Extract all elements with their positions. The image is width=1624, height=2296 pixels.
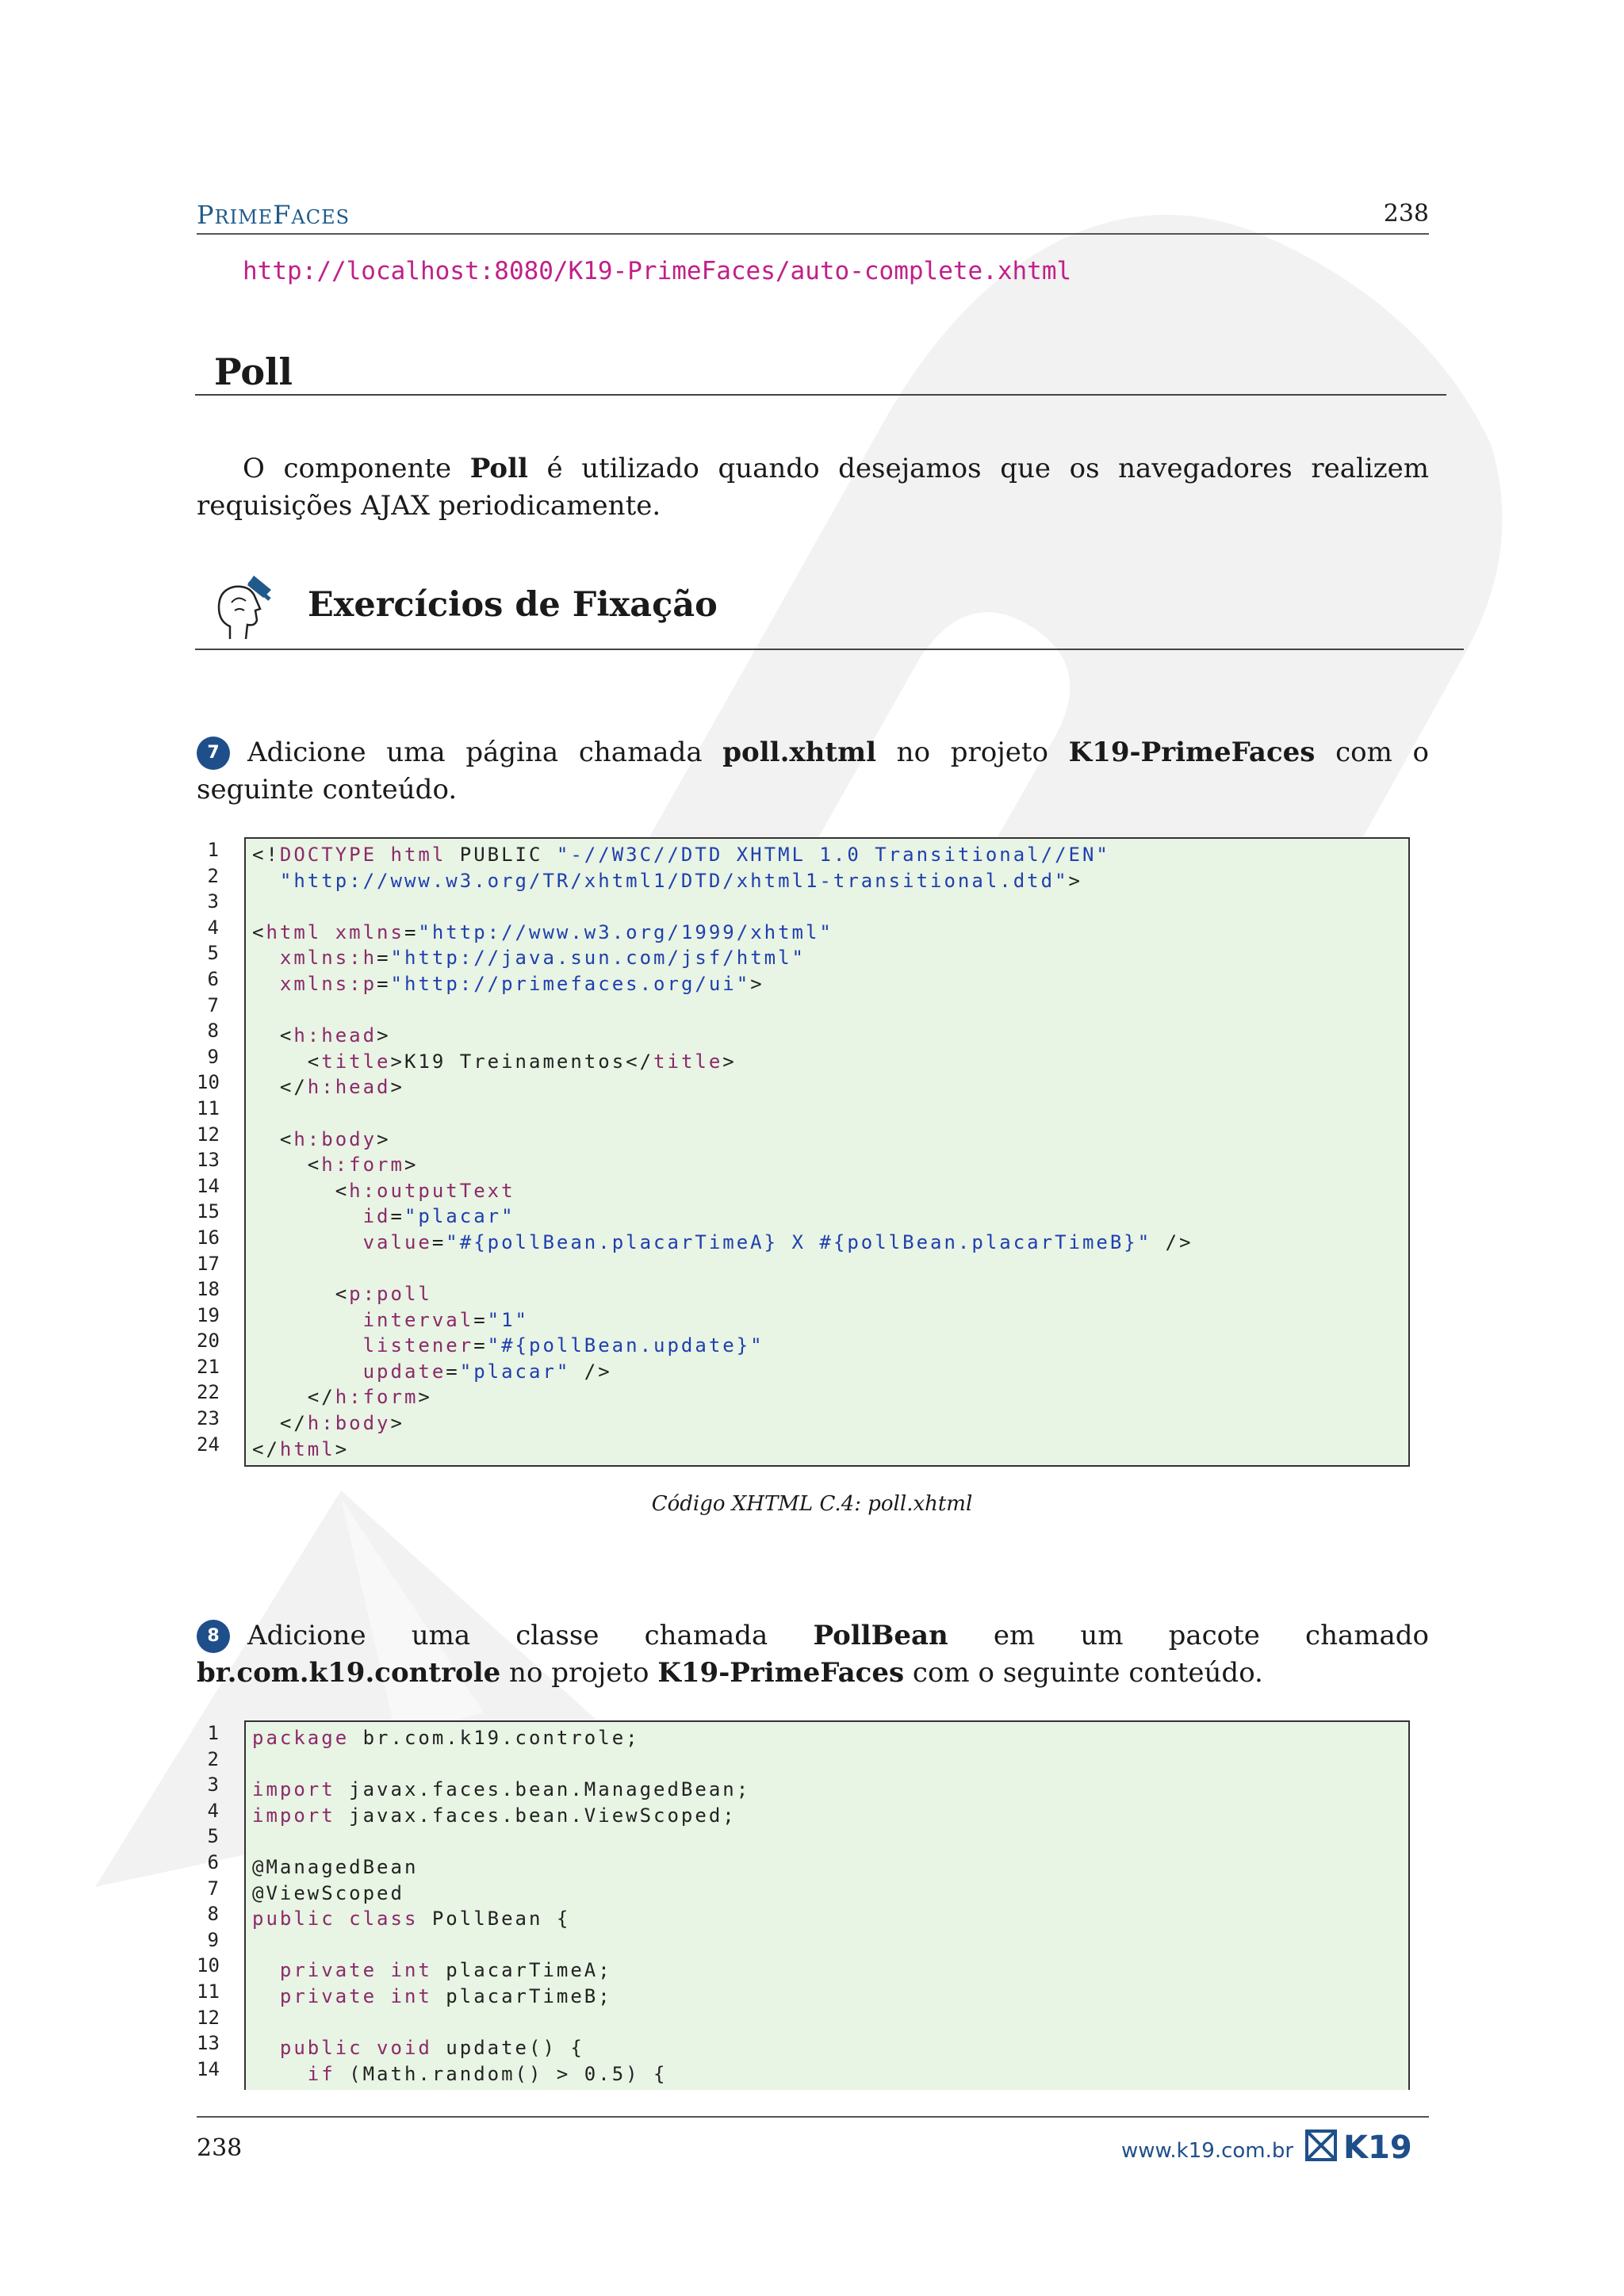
line-number: 12 (197, 1123, 220, 1146)
code-line: <p:poll (252, 1283, 432, 1306)
code-line (252, 1828, 1402, 1854)
exercises-rule (195, 649, 1464, 650)
line-number: 10 (197, 1954, 220, 1977)
exercise-7-text: 7 Adicione uma página chamada poll.xhtml no projeto K19-PrimeFaces com o seguinte conteúdo. (197, 737, 1429, 806)
line-number: 13 (197, 2032, 220, 2055)
code-line: listener="#{pollBean.update}" (362, 1334, 764, 1357)
line-number: 24 (197, 1433, 220, 1456)
code-line: </html> (252, 1437, 350, 1460)
code-line: "http://www.w3.org/TR/xhtml1/DTD/xhtml1-transitional.dtd"> (279, 869, 1082, 892)
code-line: package br.com.k19.controle; (252, 1727, 640, 1749)
line-number: 4 (207, 1799, 219, 1822)
line-number: 1 (207, 1722, 219, 1744)
code-box (244, 837, 1410, 1467)
line-number: 2 (207, 1747, 219, 1770)
code-line: @ViewScoped (252, 1881, 404, 1904)
code-line: public void update() { (279, 2037, 584, 2060)
line-number: 19 (197, 1303, 220, 1326)
svg-text:K19: K19 (1343, 2130, 1412, 2163)
code-line: id="placar" (362, 1205, 515, 1228)
header-rule (197, 233, 1429, 235)
line-number: 21 (197, 1355, 220, 1378)
line-number: 4 (207, 916, 219, 939)
code-line (252, 2010, 1402, 2036)
line-number: 16 (197, 1226, 220, 1249)
code-line: update="placar" /> (362, 1360, 612, 1383)
line-number: 8 (207, 1020, 219, 1043)
code-line: if (Math.random() > 0.5) { (307, 2062, 668, 2085)
line-number: 11 (197, 1980, 220, 2003)
code-line: </h:body> (252, 1412, 404, 1435)
code-line (252, 894, 1402, 920)
code-caption: Código XHTML C.4: poll.xhtml (651, 1492, 973, 1516)
line-number: 15 (197, 1200, 220, 1223)
code-line: @ManagedBean (252, 1855, 419, 1878)
footer-page-number: 238 (197, 2134, 243, 2162)
code-line: <h:form> (252, 1154, 419, 1177)
footer-rule (197, 2116, 1429, 2118)
line-number: 3 (207, 890, 219, 913)
code-source (246, 1722, 1408, 2090)
code-line (252, 1751, 1402, 1777)
code-line: <!DOCTYPE html PUBLIC "-//W3C//DTD XHTML 1.0 Transitional//EN" (252, 844, 1110, 866)
line-number: 9 (207, 1045, 219, 1068)
line-number: 23 (197, 1407, 220, 1430)
code-line: <html xmlns="http://www.w3.org/1999/xhtml" (252, 920, 833, 943)
line-number: 18 (197, 1278, 220, 1301)
line-numbers (197, 1720, 219, 2082)
code-line: interval="1" (362, 1308, 529, 1331)
line-number: 6 (207, 1850, 219, 1873)
code-line (252, 997, 1402, 1024)
line-number: 5 (207, 942, 219, 965)
exercises-title: Exercícios de Fixação (308, 585, 718, 625)
code-line: private int placarTimeB; (279, 1984, 612, 2007)
line-number: 10 (197, 1071, 220, 1094)
code-line (252, 1100, 1402, 1127)
code-line: <title>K19 Treinamentos</title> (252, 1050, 737, 1073)
exercise-badge: 8 (197, 1620, 230, 1653)
exercise-8-text: 8 Adicione uma classe chamada PollBean em um pacote chamado br.com.k19.controle no projeto K19-PrimeFaces com o seguinte conteúdo. (197, 1620, 1429, 1689)
code-line: public class PollBean { (252, 1908, 571, 1931)
line-number: 3 (207, 1774, 219, 1797)
example-url: http://localhost:8080/K19-PrimeFaces/auto-complete.xhtml (243, 257, 1072, 285)
footer-url: www.k19.com.br (1121, 2139, 1294, 2163)
code-line: </h:form> (252, 1386, 432, 1409)
code-line: xmlns:h="http://java.sun.com/jsf/html" (279, 947, 806, 970)
header-page-number: 238 (1383, 200, 1429, 228)
line-number: 1 (207, 839, 219, 861)
section-rule (195, 394, 1446, 396)
line-numbers (197, 837, 219, 1457)
k19-logo (1305, 2128, 1429, 2163)
line-number: 9 (207, 1928, 219, 1951)
code-line: <h:body> (252, 1127, 391, 1150)
line-number: 7 (207, 993, 219, 1016)
line-number: 14 (197, 2057, 220, 2080)
line-number: 14 (197, 1174, 220, 1197)
line-number: 6 (207, 967, 219, 990)
line-number: 22 (197, 1381, 220, 1404)
code-line: private int placarTimeA; (279, 1959, 612, 1982)
code-line (252, 1932, 1402, 1958)
code-line: </h:head> (252, 1076, 404, 1099)
code-box (244, 1720, 1410, 2090)
line-number: 13 (197, 1149, 220, 1172)
line-number: 17 (197, 1252, 220, 1275)
line-number: 2 (207, 864, 219, 887)
line-number: 7 (207, 1877, 219, 1900)
code-line: import javax.faces.bean.ViewScoped; (252, 1804, 737, 1827)
code-listing-poll-xhtml (197, 837, 1410, 1467)
line-number: 5 (207, 1825, 219, 1848)
line-number: 11 (197, 1096, 220, 1119)
code-line (252, 1256, 1402, 1282)
code-line: <h:head> (252, 1024, 391, 1047)
section-title: Poll (214, 350, 293, 393)
exercise-badge: 7 (197, 737, 230, 770)
code-line: import javax.faces.bean.ManagedBean; (252, 1778, 751, 1801)
code-line: xmlns:p="http://primefaces.org/ui"> (279, 972, 764, 995)
code-line: <h:outputText (252, 1179, 515, 1202)
code-listing-pollbean-java (197, 1720, 1410, 2090)
line-number: 12 (197, 2006, 220, 2029)
code-line: value="#{pollBean.placarTimeA} X #{pollBean.placarTimeB}" /> (362, 1230, 1193, 1253)
line-number: 20 (197, 1330, 220, 1353)
thinking-head-icon (208, 571, 281, 644)
code-source (246, 839, 1408, 1465)
line-number: 8 (207, 1903, 219, 1926)
intro-paragraph: O componente Poll é utilizado quando desejamos que os navegadores realizem requisições AJAX periodicamente. (197, 453, 1429, 522)
running-header-title: PRIMEFACES (197, 200, 350, 230)
